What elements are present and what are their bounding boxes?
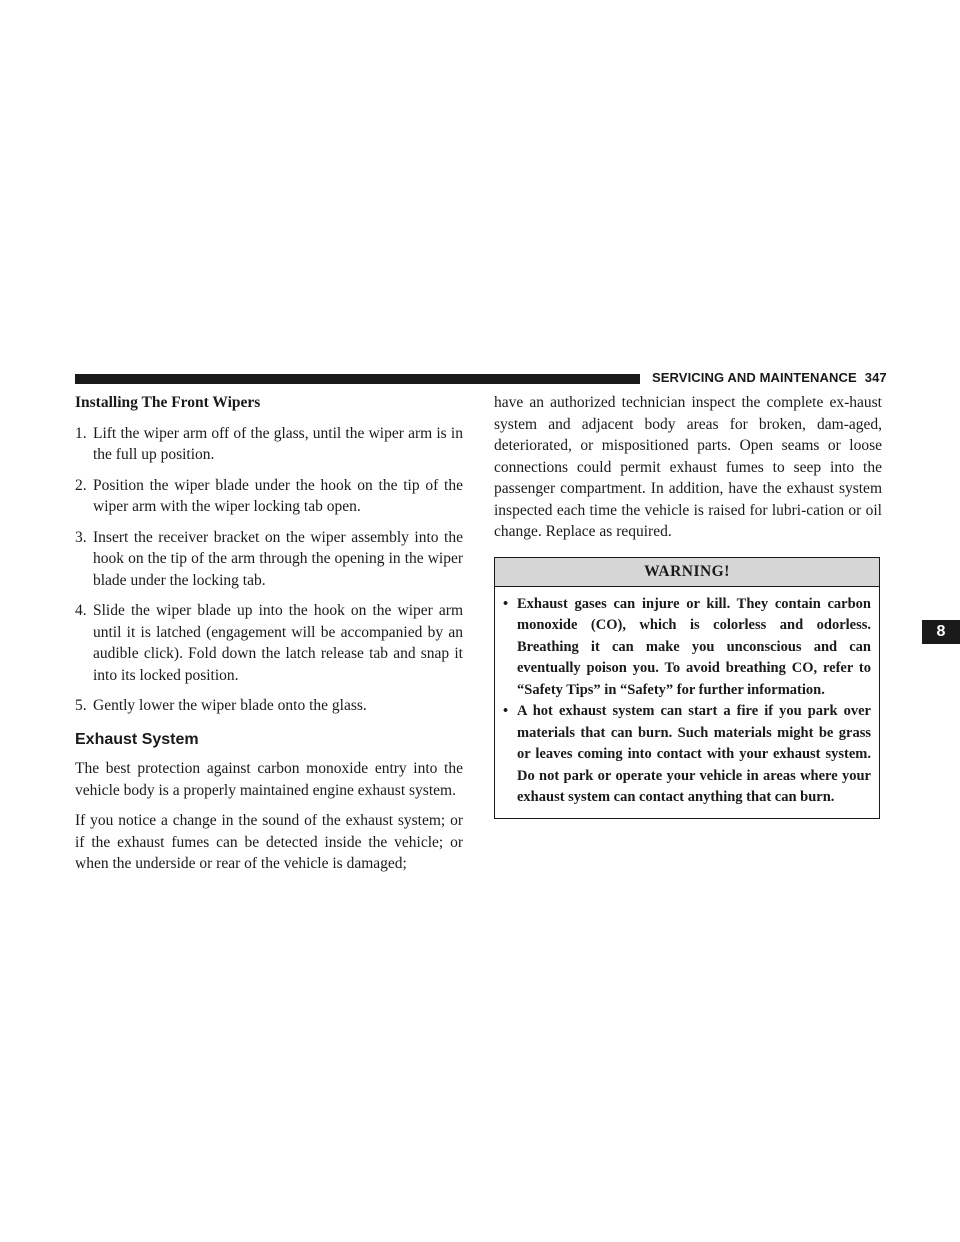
right-column — [494, 392, 882, 819]
chapter-tab: 8 — [922, 620, 960, 644]
paragraph: have an authorized technician inspect the complete ex-haust system and adjacent body areas for broken, dam-aged, deteriorated, or mispositioned parts. Open seams or loose connections could permit exhaust fumes to seep into the passenger compartment. In addition, have the exhaust system inspected each time the vehicle is raised for lubri-cation or oil change. Replace as required. — [494, 394, 882, 540]
left-column — [75, 392, 463, 884]
step-item: 1. Lift the wiper arm off of the glass, until the wiper arm is in the full up position. — [75, 424, 463, 463]
warning-item: • A hot exhaust system can start a fire if you park over materials that can burn. Such materials might be grass or leaves coming into contact with your exhaust system. Do not park or operate your vehicle in areas where your exhaust system can contact anything that can burn. — [503, 703, 871, 805]
step-item: 4. Slide the wiper blade up into the hook on the wiper arm until it is latched (engagement will be accompanied by an audible click). Fold down the latch release tab and snap it into its locked position. — [75, 602, 463, 684]
header-rule — [75, 374, 640, 384]
bullet-icon: • — [503, 703, 509, 719]
bullet-icon: • — [503, 595, 509, 612]
wiper-steps-list — [75, 423, 463, 717]
paragraph: The best protection against carbon monoxide entry into the vehicle body is a properly maintained engine exhaust system. — [75, 760, 463, 799]
step-item: 5. Gently lower the wiper blade onto the glass. — [75, 697, 367, 714]
warning-title: WARNING! — [495, 558, 879, 587]
subheading-installing-front-wipers: Installing The Front Wipers — [75, 394, 261, 411]
warning-list — [503, 594, 871, 809]
running-header — [652, 370, 897, 385]
paragraph: If you notice a change in the sound of the exhaust system; or if the exhaust fumes can be detected inside the vehicle; or when the underside or rear of the vehicle is damaged; — [75, 812, 463, 872]
page-number: 347 — [864, 370, 887, 385]
step-item: 3. Insert the receiver bracket on the wiper assembly into the hook on the tip of the arm through the opening in the wiper blade under the locking tab. — [75, 528, 463, 589]
warning-box — [494, 557, 880, 819]
section-name: SERVICING AND MAINTENANCE — [652, 370, 857, 385]
warning-body — [495, 587, 879, 818]
section-title-exhaust-system: Exhaust System — [75, 730, 199, 748]
step-item: 2. Position the wiper blade under the hook on the tip of the wiper arm with the wiper locking tab open. — [75, 476, 463, 515]
warning-item: • Exhaust gases can injure or kill. They contain carbon monoxide (CO), which is colorless and odorless. Breathing it can make you unconscious and can eventually poison you. To avoid breathing CO, refer to “Safety Tips” in “Safety” for further information. — [503, 595, 871, 698]
